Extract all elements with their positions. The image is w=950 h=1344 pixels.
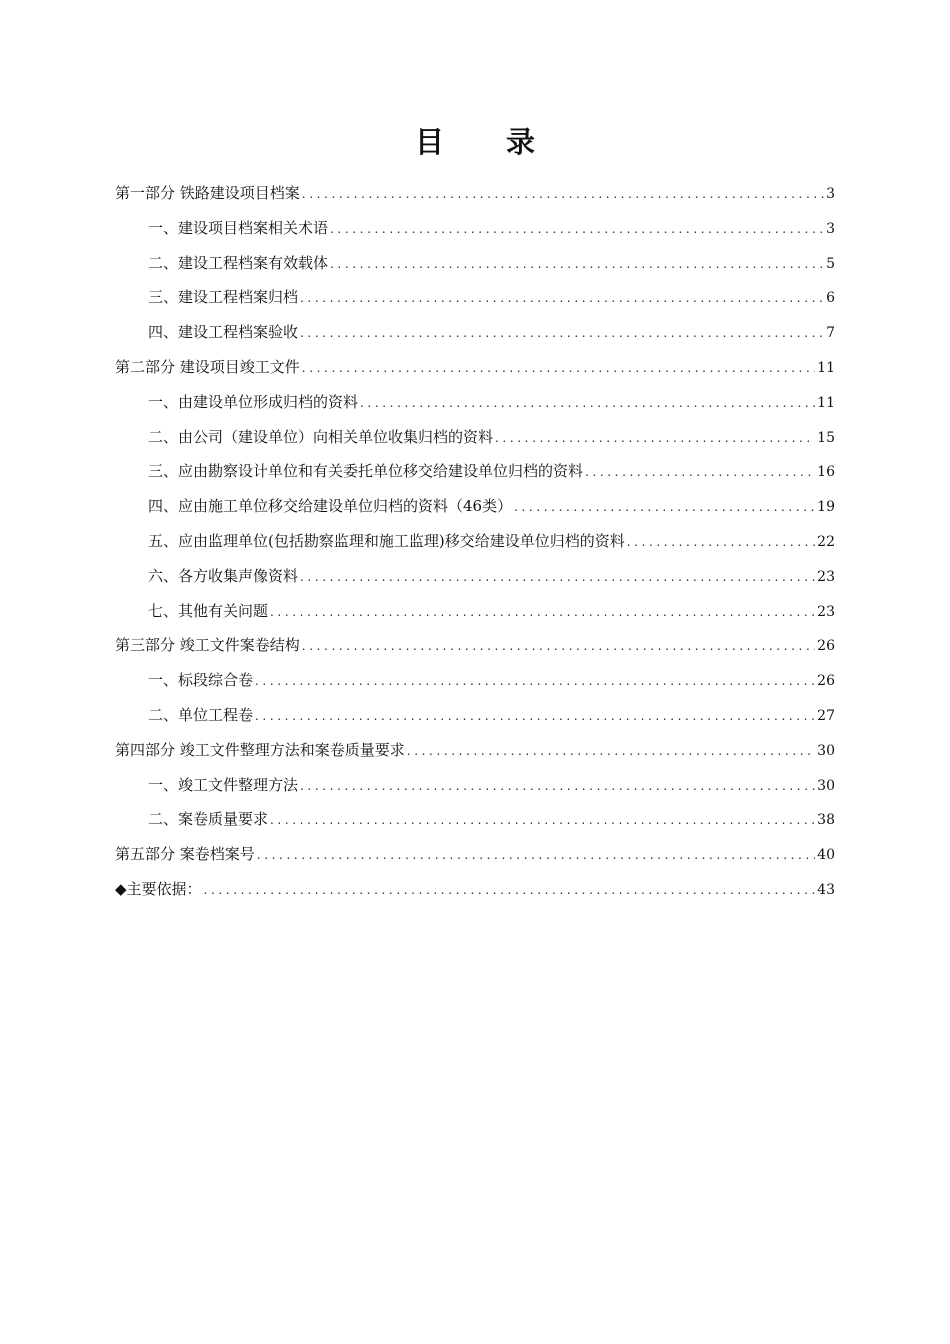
toc-entry[interactable] <box>115 872 835 907</box>
toc-entry-page-number: 6 <box>826 290 835 307</box>
toc-entry-page-number: 43 <box>817 881 835 898</box>
toc-dot-leader <box>270 595 815 630</box>
toc-entry-label: 一、由建设单位形成归档的资料 <box>148 392 359 411</box>
toc-entry[interactable] <box>115 420 835 455</box>
toc-dot-leader <box>495 421 815 456</box>
toc-entry-label: 六、各方收集声像资料 <box>148 566 299 585</box>
page-title: 目 录 <box>414 125 562 159</box>
toc-dot-leader <box>204 873 816 908</box>
toc-entry-label: 第二部分 建设项目竣工文件 <box>115 357 300 376</box>
toc-entry-label: ◆主要依据： <box>115 879 202 898</box>
toc-dot-leader <box>585 455 815 490</box>
toc-entry-page-number: 7 <box>826 325 835 342</box>
toc-entry[interactable] <box>115 663 835 698</box>
toc-entry[interactable] <box>115 280 835 315</box>
toc-entry-label: 第三部分 竣工文件案卷结构 <box>115 636 300 655</box>
toc-entry-label: 三、建设工程档案归档 <box>148 288 299 307</box>
toc-entry-page-number: 30 <box>817 742 835 759</box>
toc-dot-leader <box>627 525 815 560</box>
toc-entry-page-number: 27 <box>817 707 835 724</box>
toc-dot-leader <box>255 664 815 699</box>
toc-entry-label: 二、单位工程卷 <box>148 705 254 724</box>
toc-dot-leader <box>302 629 815 664</box>
toc-entry-page-number: 5 <box>826 255 835 272</box>
toc-dot-leader <box>330 247 824 282</box>
toc-entry-label: 三、应由勘察设计单位和有关委托单位移交给建设单位归档的资料 <box>148 462 584 481</box>
toc-dot-leader <box>514 490 815 525</box>
toc-entry-page-number: 26 <box>817 638 835 655</box>
toc-entry-label: 第五部分 案卷档案号 <box>115 845 255 864</box>
toc-entry[interactable] <box>115 315 835 350</box>
toc-entry-page-number: 23 <box>817 568 835 585</box>
toc-entry-page-number: 16 <box>817 464 835 481</box>
toc-entry-label: 七、其他有关问题 <box>148 601 269 620</box>
toc-dot-leader <box>300 769 815 804</box>
toc-entry[interactable] <box>115 385 835 420</box>
toc-entry[interactable] <box>115 802 835 837</box>
toc-dot-leader <box>255 699 815 734</box>
toc-dot-leader <box>300 560 815 595</box>
toc-entry[interactable] <box>115 524 835 559</box>
toc-entry-label: 四、建设工程档案验收 <box>148 323 299 342</box>
table-of-contents <box>115 176 835 907</box>
toc-entry[interactable] <box>115 176 835 211</box>
toc-dot-leader <box>257 838 815 873</box>
toc-entry[interactable] <box>115 350 835 385</box>
toc-entry-page-number: 22 <box>817 533 835 550</box>
toc-entry-page-number: 11 <box>817 394 835 411</box>
toc-entry[interactable] <box>115 246 835 281</box>
toc-entry[interactable] <box>115 733 835 768</box>
toc-entry[interactable] <box>115 559 835 594</box>
toc-entry[interactable] <box>115 454 835 489</box>
toc-entry[interactable] <box>115 211 835 246</box>
toc-entry-label: 二、由公司（建设单位）向相关单位收集归档的资料 <box>148 427 494 446</box>
toc-entry-label: 一、竣工文件整理方法 <box>148 775 299 794</box>
toc-entry[interactable] <box>115 768 835 803</box>
toc-entry[interactable] <box>115 698 835 733</box>
toc-entry-page-number: 3 <box>826 220 835 237</box>
toc-entry-label: 第四部分 竣工文件整理方法和案卷质量要求 <box>115 740 405 759</box>
toc-entry-page-number: 11 <box>817 359 835 376</box>
toc-dot-leader <box>302 177 824 212</box>
toc-entry-page-number: 38 <box>817 812 835 829</box>
toc-entry[interactable] <box>115 594 835 629</box>
toc-entry-label: 二、建设工程档案有效载体 <box>148 253 329 272</box>
toc-entry[interactable] <box>115 489 835 524</box>
toc-dot-leader <box>407 734 815 769</box>
toc-dot-leader <box>360 386 815 421</box>
toc-entry-page-number: 15 <box>817 429 835 446</box>
toc-entry-label: 五、应由监理单位(包括勘察监理和施工监理)移交给建设单位归档的资料 <box>148 531 625 550</box>
toc-dot-leader <box>302 351 815 386</box>
toc-entry-label: 二、案卷质量要求 <box>148 810 269 829</box>
toc-dot-leader <box>330 212 824 247</box>
toc-entry-page-number: 3 <box>826 186 835 202</box>
toc-entry-label: 一、建设项目档案相关术语 <box>148 218 329 237</box>
toc-entry-page-number: 30 <box>817 777 835 794</box>
toc-entry[interactable] <box>115 628 835 663</box>
toc-entry-page-number: 19 <box>817 499 835 516</box>
toc-entry-label: 四、应由施工单位移交给建设单位归档的资料（46类） <box>148 497 513 516</box>
toc-dot-leader <box>270 803 815 838</box>
toc-entry-page-number: 26 <box>817 673 835 690</box>
toc-entry[interactable] <box>115 837 835 872</box>
toc-entry-label: 一、标段综合卷 <box>148 671 254 690</box>
toc-entry-label: 第一部分 铁路建设项目档案 <box>115 184 300 202</box>
toc-dot-leader <box>300 316 824 351</box>
toc-entry-page-number: 40 <box>817 847 835 864</box>
toc-entry-page-number: 23 <box>817 603 835 620</box>
toc-dot-leader <box>300 281 824 316</box>
